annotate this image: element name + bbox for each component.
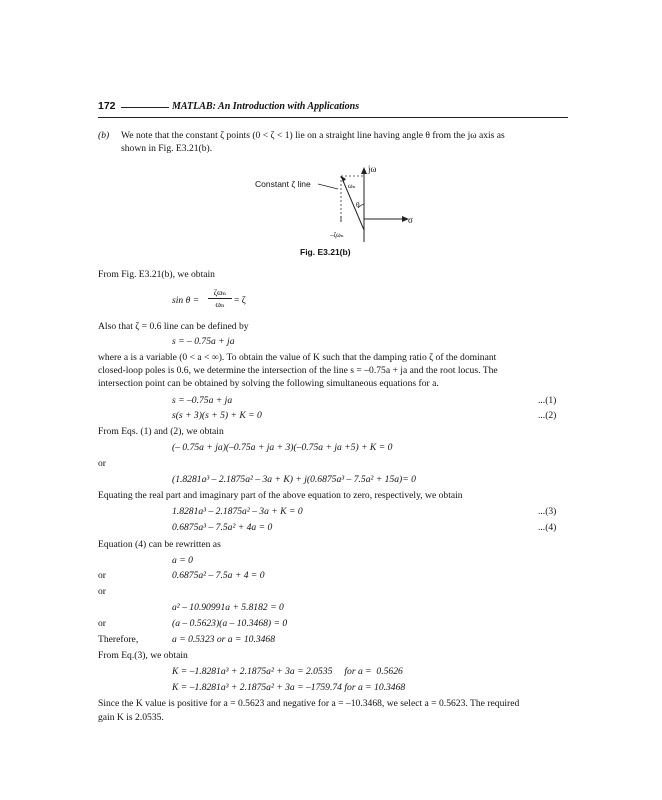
k-value-2: K = –1.8281a³ + 2.1875a² + 3a = –1759.74 for a = 10.3468 [172,682,406,693]
from-fig-text: From Fig. E3.21(b), we obtain [98,269,215,280]
sigma-label: σ [408,215,413,225]
where-line-3: intersection point can be obtained by solving the following simultaneous equations for a. [98,378,439,389]
label-pointer [318,184,338,189]
part-label: (b) [98,130,110,141]
conclusion-line-1: Since the K value is positive for a = 0.5623 and negative for a = –10.3468, we select a = 0.5623. The required [98,698,520,709]
jw-label: jω [368,164,377,174]
conclusion-line-2: gain K is 2.0535. [98,712,164,723]
k-value-1: K = –1.8281a³ + 2.1875a² + 3a = 2.0535 for a = 0.5626 [172,666,403,677]
wn-label: ωₙ [348,182,356,190]
or-3: or [98,586,106,597]
therefore-value: a = 0.5323 or a = 10.3468 [172,634,276,645]
eq-3-number: ...(3) [538,506,557,517]
part-b-line-1: We note that the constant ζ points (0 < ζ < 1) lie on a straight line having angle θ from the jω axis as [121,130,505,141]
from-eqs-text: From Eqs. (1) and (2), we obtain [98,426,224,437]
or-2: or [98,570,106,581]
eq-1: s = –0.75a + ja [172,395,233,406]
header-underline [98,117,568,118]
equating-text: Equating the real part and imaginary part of the above equation to zero, respectively, we obtain [98,490,463,501]
eq-4-number: ...(4) [538,522,557,533]
running-title: MATLAB: An Introduction with Applications [172,101,360,112]
figure-caption: Fig. E3.21(b) [300,247,351,257]
sin-rhs: = ζ [234,295,246,306]
factored-eq: (a – 0.5623)(a – 10.3468) = 0 [172,618,288,629]
sin-fraction: ζωₙ ωₙ [206,287,234,310]
a-equals-zero: a = 0 [172,555,193,566]
eq-combined: (– 0.75a + ja)(–0.75a + ja + 3)(–0.75a + ja +5) + K = 0 [172,442,393,453]
theta-label: θ [356,200,360,209]
constant-zeta-label: Constant ζ line [255,179,311,189]
or-4: or [98,618,106,629]
quadratic-1: 0.6875a² – 7.5a + 4 = 0 [172,570,265,581]
where-line-2: closed-loop poles is 0.6, we determine the intersection of the line s = –0.75a + ja and the root locus. The [98,365,498,376]
page-number: 172 [98,100,116,112]
jw-arrow [361,167,367,174]
header-rule [121,107,169,108]
eq-expanded: (1.8281a³ – 2.1875a² – 3a + K) + j(0.6875a³ – 7.5a² + 15a)= 0 [172,474,416,485]
quadratic-2: a² – 10.90991a + 5.8182 = 0 [172,602,284,613]
neg-zeta-wn-label: –ζωₙ [330,231,344,239]
from-eq3-text: From Eq.(3), we obtain [98,650,188,661]
figure-e3-21b [240,160,430,260]
or-1: or [98,458,106,469]
therefore-label: Therefore, [98,634,139,645]
eq-1-number: ...(1) [538,395,557,406]
line-equation: s = – 0.75a + ja [172,336,235,347]
eq-3: 1.8281a³ – 2.1875a² – 3a + K = 0 [172,506,303,517]
eq-2-number: ...(2) [538,410,557,421]
eq-4: 0.6875a³ – 7.5a² + 4a = 0 [172,522,273,533]
where-line-1: where a is a variable (0 < a < ∞). To obtain the value of K such that the damping ratio ζ of the dominant [98,352,497,363]
eq4-rewritten-text: Equation (4) can be rewritten as [98,539,221,550]
also-that-text: Also that ζ = 0.6 line can be defined by [98,321,249,332]
part-b-line-2: shown in Fig. E3.21(b). [121,143,213,154]
eq-2: s(s + 3)(s + 5) + K = 0 [172,410,262,421]
sin-lhs: sin θ = [172,295,200,306]
